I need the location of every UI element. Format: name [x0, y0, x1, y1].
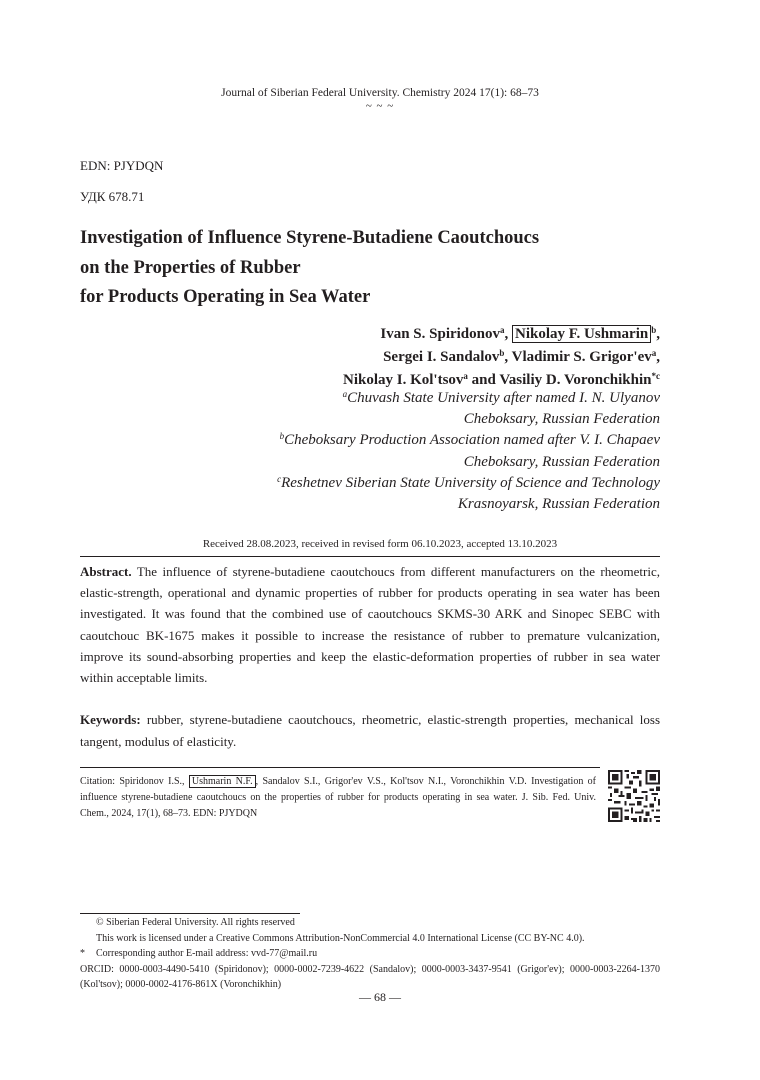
corresponding-email: Corresponding author E-mail address: vvd-77@mail.ru: [96, 948, 318, 959]
title-line: Investigation of Influence Styrene-Butadiene Caoutchoucs: [80, 228, 540, 248]
affiliation-sup: b: [279, 431, 285, 442]
author-affil-sup: a: [500, 325, 505, 335]
keywords-text: rubber, styrene-butadiene caoutchoucs, rheometric, elastic-strength properties, mechanical loss tangent, modulus of elasticity.: [80, 712, 661, 749]
author-affil-sup: a: [463, 371, 468, 381]
author-line: Sergei I. Sandalov$^b$, Vladimir S. $Grigor'ev^a$,: [383, 348, 660, 365]
author-name: Vladimir S. Grigor'ev: [511, 349, 652, 365]
author-name: Sergei I. Sandalov: [383, 349, 500, 365]
author-affil-sup: *c: [651, 371, 660, 381]
author-affil-sup: b: [499, 348, 505, 358]
citation-author-highlighted[interactable]: Ushmarin N.F.: [189, 775, 256, 788]
copyright-note: © Siberian Federal University. All rights reserved: [96, 917, 295, 928]
paper-title: [80, 224, 680, 313]
orcid-note: ORCID: 0000-0003-4490-5410 (Spiridonov); 0000-0002-7239-4622 (Sandalov); 0000-0003-3437-9541 (Grigor'ev); 0000-0003-2264-1370 (Kol'tsov); 0000-0002-4176-861X (Voronchikhin): [80, 963, 660, 990]
footnotes: [80, 915, 660, 993]
keywords: [80, 709, 660, 752]
affiliation-city: Cheboksary, Russian Federation: [463, 411, 660, 428]
author-name-highlighted[interactable]: Nikolay F. Ushmarin: [512, 325, 651, 343]
keywords-label: Keywords:: [80, 712, 141, 727]
divider: [80, 556, 660, 557]
author-name: Ivan S. Spiridonov: [380, 326, 500, 342]
edn-code: EDN: PJYDQN: [80, 158, 164, 173]
journal-header: Journal of Siberian Federal University. Chemistry 2024 17(1): 68–73: [221, 87, 539, 99]
title-line: for Products Operating in Sea Water: [80, 287, 371, 307]
author-line: Ivan S. Spiridonov$^a$, Nikolay F. Ushmarin $^b$,: [380, 325, 660, 342]
title-line: on the Properties of Rubber: [80, 257, 301, 278]
affiliation-list: [180, 388, 660, 515]
affiliation-name: [180, 388, 660, 409]
author-name: Nikolay I. Kol'tsov: [342, 372, 464, 388]
qr-code-graphic: [608, 770, 660, 822]
udk-code: УДК 678.71: [80, 189, 145, 204]
qr-code-icon[interactable]: [608, 770, 660, 822]
abstract-text: The influence of styrene-butadiene caoutchoucs from different manufacturers on the rheometric, elastic-strength, operational and dynamic properties of rubber for products operating in sea water has been investigated. It was found that the combined use of caoutchoucs SKMS-30 ARK and Sinopec SEBC with caoutchouc BK-1675 makes it possible to increase the resistance of rubber to premature vulcanization, improve its sound-absorbing properties and keep the elastic-deformation properties of rubber in sea water within acceptable limits.: [80, 564, 660, 686]
author-affil-sup: a: [651, 348, 657, 358]
abstract-label: Abstract.: [80, 564, 132, 579]
citation-rest: , Sandalov S.I., Grigor'ev V.S., Kol'tsov N.I., Voronchikhin V.D. Investigation of influence styrene-butadiene caoutchoucs on the properties of rubber for products operating in sea water. J. Sib. Fed. Univ. Chem., 2024, 17(1), 68–73. EDN: PJYDQN: [80, 776, 596, 819]
divider: [80, 767, 600, 768]
license-note: This work is licensed under a Creative Commons Attribution-NonCommercial 4.0 International License (CC BY-NC 4.0).: [96, 932, 585, 944]
affiliation-sup: a: [342, 389, 348, 399]
affiliation-city: Cheboksary, Russian Federation: [463, 453, 660, 470]
affiliation-text: Chuvash State University after named I. N. Ulyanov: [347, 390, 660, 406]
affiliation-sup: c: [277, 473, 282, 484]
affiliation-name: [180, 430, 660, 451]
affiliation-text: Cheboksary Production Association named after V. I. Chapaev: [284, 432, 660, 449]
citation: [80, 774, 596, 822]
citation-prefix: Citation: Spiridonov I.S.,: [80, 776, 185, 787]
affiliation-text: Reshetnev Siberian State University of Science and Technology: [281, 474, 660, 491]
footnote-divider: [80, 913, 300, 914]
author-affil-sup: b: [651, 325, 657, 335]
page-number: — 68 —: [359, 990, 401, 1004]
footnote-star: *: [80, 948, 85, 959]
affiliation-name: [180, 473, 660, 494]
corresponding-note: [80, 946, 660, 962]
author-conjunction: and: [471, 372, 496, 388]
author-list: [220, 323, 660, 392]
received-dates: Received 28.08.2023, received in revised form 06.10.2023, accepted 13.10.2023: [202, 538, 558, 550]
header-ornament: ~ ~ ~: [365, 100, 395, 112]
abstract: [80, 561, 660, 688]
affiliation-city: Krasnoyarsk, Russian Federation: [457, 496, 660, 513]
author-name: Vasiliy D. Voronchikhin: [499, 372, 652, 388]
